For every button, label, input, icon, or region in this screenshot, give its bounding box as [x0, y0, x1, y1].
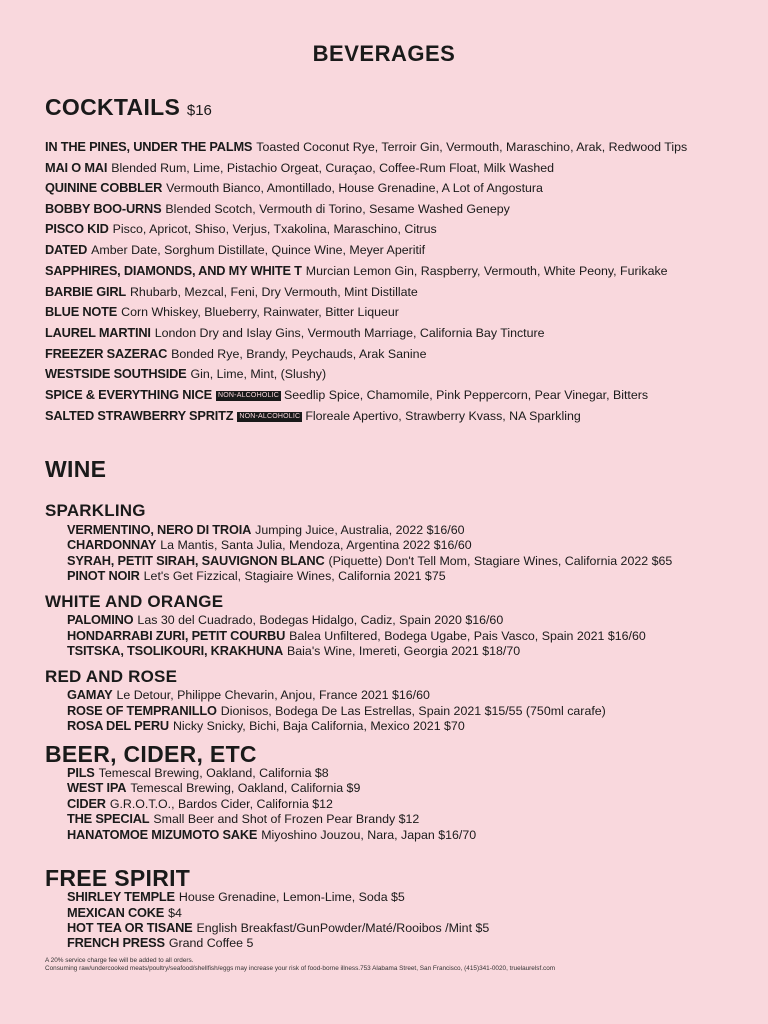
beer-item — [67, 796, 333, 812]
cocktail-item — [45, 387, 648, 403]
beer-heading: BEER, CIDER, ETC — [45, 741, 257, 767]
cocktail-item — [45, 284, 418, 300]
red-rose-heading: RED AND ROSE — [45, 667, 178, 686]
wine-item — [67, 537, 472, 553]
cocktail-description: Floreale Apertivo, Strawberry Kvass, NA Sparkling — [305, 409, 581, 423]
wine-item — [67, 643, 520, 659]
cocktail-name: SALTED STRAWBERRY SPRITZ — [45, 408, 234, 423]
wine-name: HONDARRABI ZURI, PETIT COURBU — [67, 628, 286, 643]
non-alcoholic-badge: NON-ALCOHOLIC — [239, 413, 301, 420]
cocktail-item — [45, 242, 425, 258]
beer-item — [67, 765, 329, 781]
beer-name: HANATOMOE MIZUMOTO SAKE — [67, 827, 258, 842]
beer-description: Miyoshino Jouzou, Nara, Japan $16/70 — [261, 828, 477, 842]
wine-item — [67, 703, 606, 719]
beer-item — [67, 827, 476, 843]
cocktail-name: DATED — [45, 242, 88, 257]
beer-description: Temescal Brewing, Oakland, California $9 — [130, 781, 361, 795]
cocktails-heading — [45, 93, 212, 125]
free-spirit-name: MEXICAN COKE — [67, 905, 165, 920]
wine-item — [67, 687, 430, 703]
cocktail-item — [45, 325, 545, 341]
cocktail-description: Bonded Rye, Brandy, Peychauds, Arak Sanine — [171, 347, 427, 361]
wine-description: Balea Unfiltered, Bodega Ugabe, Pais Vasco, Spain 2021 $16/60 — [289, 629, 646, 643]
wine-item — [67, 718, 465, 734]
sparkling-heading: SPARKLING — [45, 501, 146, 520]
free-spirit-description: House Grenadine, Lemon-Lime, Soda $5 — [178, 890, 405, 904]
wine-name: CHARDONNAY — [67, 537, 157, 552]
wine-description: Nicky Snicky, Bichi, Baja California, Mexico 2021 $70 — [172, 719, 465, 733]
wine-description: La Mantis, Santa Julia, Mendoza, Argentina 2022 $16/60 — [160, 538, 472, 552]
wine-description: (Piquette) Don't Tell Mom, Stagiare Wines, California 2022 $65 — [328, 554, 673, 568]
beer-description: G.R.O.T.O., Bardos Cider, California $12 — [109, 797, 333, 811]
wine-name: ROSE OF TEMPRANILLO — [67, 703, 217, 718]
wine-description: Las 30 del Cuadrado, Bodegas Hidalgo, Cadiz, Spain 2020 $16/60 — [137, 613, 504, 627]
health-warning-address: Consuming raw/undercooked meats/poultry/seafood/shellfish/eggs may increase your risk of food-borne illness.753 Alabama Street, San Francisco, (415)341-0020, truelaurelsf.com — [45, 965, 556, 972]
cocktail-name: SAPPHIRES, DIAMONDS, AND MY WHITE T — [45, 263, 302, 278]
beer-item — [67, 811, 419, 827]
free-spirit-item — [67, 905, 182, 921]
cocktail-item — [45, 201, 510, 217]
cocktail-name: LAUREL MARTINI — [45, 325, 151, 340]
cocktail-name: QUININE COBBLER — [45, 180, 163, 195]
wine-description: Jumping Juice, Australia, 2022 $16/60 — [255, 523, 465, 537]
cocktail-item — [45, 408, 581, 424]
beer-name: PILS — [67, 765, 95, 780]
wine-item — [67, 522, 465, 538]
cocktail-description: Amber Date, Sorghum Distillate, Quince Wine, Meyer Aperitif — [91, 243, 426, 257]
beer-item — [67, 780, 360, 796]
cocktail-item — [45, 139, 687, 155]
wine-name: PALOMINO — [67, 612, 134, 627]
white-orange-heading: WHITE AND ORANGE — [45, 592, 224, 611]
free-spirit-description: $4 — [168, 906, 182, 920]
wine-description: Baia's Wine, Imereti, Georgia 2021 $18/70 — [287, 644, 521, 658]
wine-item — [67, 568, 446, 584]
cocktail-description: Seedlip Spice, Chamomile, Pink Peppercorn, Pear Vinegar, Bitters — [283, 388, 649, 402]
free-spirit-item — [67, 935, 253, 951]
cocktail-name: WESTSIDE SOUTHSIDE — [45, 366, 187, 381]
beer-description: Temescal Brewing, Oakland, California $8 — [98, 766, 329, 780]
cocktail-description: Corn Whiskey, Blueberry, Rainwater, Bitter Liqueur — [121, 305, 399, 319]
free-spirit-item — [67, 889, 405, 905]
wine-name: VERMENTINO, NERO DI TROIA — [67, 522, 252, 537]
wine-description: Dionisos, Bodega De Las Estrellas, Spain 2021 $15/55 (750ml carafe) — [220, 704, 606, 718]
cocktail-item — [45, 160, 554, 176]
cocktail-name: BARBIE GIRL — [45, 284, 126, 299]
cocktail-description: Blended Scotch, Vermouth di Torino, Sesame Washed Genepy — [165, 202, 510, 216]
free-spirit-name: HOT TEA OR TISANE — [67, 920, 193, 935]
beer-name: CIDER — [67, 796, 106, 811]
free-spirit-description: English Breakfast/GunPowder/Maté/Rooibos /Mint $5 — [196, 921, 490, 935]
cocktail-item — [45, 304, 399, 320]
wine-name: SYRAH, PETIT SIRAH, SAUVIGNON BLANC — [67, 553, 325, 568]
beer-name: THE SPECIAL — [67, 811, 150, 826]
free-spirit-name: FRENCH PRESS — [67, 935, 165, 950]
page-title: BEVERAGES — [312, 41, 456, 66]
free-spirit-heading: FREE SPIRIT — [45, 865, 191, 891]
wine-item — [67, 628, 646, 644]
cocktails-price: $16 — [186, 102, 212, 119]
wine-description: Le Detour, Philippe Chevarin, Anjou, France 2021 $16/60 — [116, 688, 430, 702]
free-spirit-description: Grand Coffee 5 — [168, 936, 254, 950]
cocktail-description: Vermouth Bianco, Amontillado, House Grenadine, A Lot of Angostura — [166, 181, 543, 195]
cocktail-name: SPICE & EVERYTHING NICE — [45, 387, 213, 402]
cocktail-name: BOBBY BOO-URNS — [45, 201, 162, 216]
wine-name: PINOT NOIR — [67, 568, 140, 583]
cocktail-description: Gin, Lime, Mint, (Slushy) — [190, 367, 327, 381]
cocktail-description: Murcian Lemon Gin, Raspberry, Vermouth, White Peony, Furikake — [305, 264, 668, 278]
wine-name: TSITSKA, TSOLIKOURI, KRAKHUNA — [67, 643, 284, 658]
free-spirit-name: SHIRLEY TEMPLE — [67, 889, 175, 904]
cocktail-name: MAI O MAI — [45, 160, 108, 175]
cocktail-name: FREEZER SAZERAC — [45, 346, 168, 361]
cocktail-item — [45, 366, 326, 382]
wine-item — [67, 612, 503, 628]
cocktails-heading-text: COCKTAILS — [45, 94, 181, 120]
cocktail-description: London Dry and Islay Gins, Vermouth Marriage, California Bay Tincture — [154, 326, 545, 340]
cocktail-name: BLUE NOTE — [45, 304, 118, 319]
cocktail-name: PISCO KID — [45, 221, 109, 236]
cocktail-description: Blended Rum, Lime, Pistachio Orgeat, Curaçao, Coffee-Rum Float, Milk Washed — [111, 161, 554, 175]
cocktail-item — [45, 221, 437, 237]
beer-name: WEST IPA — [67, 780, 127, 795]
wine-name: GAMAY — [67, 687, 113, 702]
service-charge-note: A 20% service charge fee will be added to all orders. — [45, 957, 194, 964]
cocktail-item — [45, 180, 543, 196]
cocktail-description: Pisco, Apricot, Shiso, Verjus, Txakolina, Maraschino, Citrus — [112, 222, 437, 236]
cocktail-description: Rhubarb, Mezcal, Feni, Dry Vermouth, Mint Distillate — [129, 285, 418, 299]
wine-description: Let's Get Fizzical, Stagiaire Wines, California 2021 $75 — [143, 569, 446, 583]
cocktail-name: IN THE PINES, UNDER THE PALMS — [45, 139, 253, 154]
beer-description: Small Beer and Shot of Frozen Pear Brandy $12 — [153, 812, 420, 826]
wine-name: ROSA DEL PERU — [67, 718, 169, 733]
cocktail-description: Toasted Coconut Rye, Terroir Gin, Vermouth, Maraschino, Arak, Redwood Tips — [256, 140, 688, 154]
cocktail-item — [45, 263, 668, 279]
non-alcoholic-badge: NON-ALCOHOLIC — [218, 392, 279, 399]
wine-item — [67, 553, 672, 569]
free-spirit-item — [67, 920, 489, 936]
wine-heading: WINE — [45, 456, 107, 482]
cocktail-item — [45, 346, 426, 362]
